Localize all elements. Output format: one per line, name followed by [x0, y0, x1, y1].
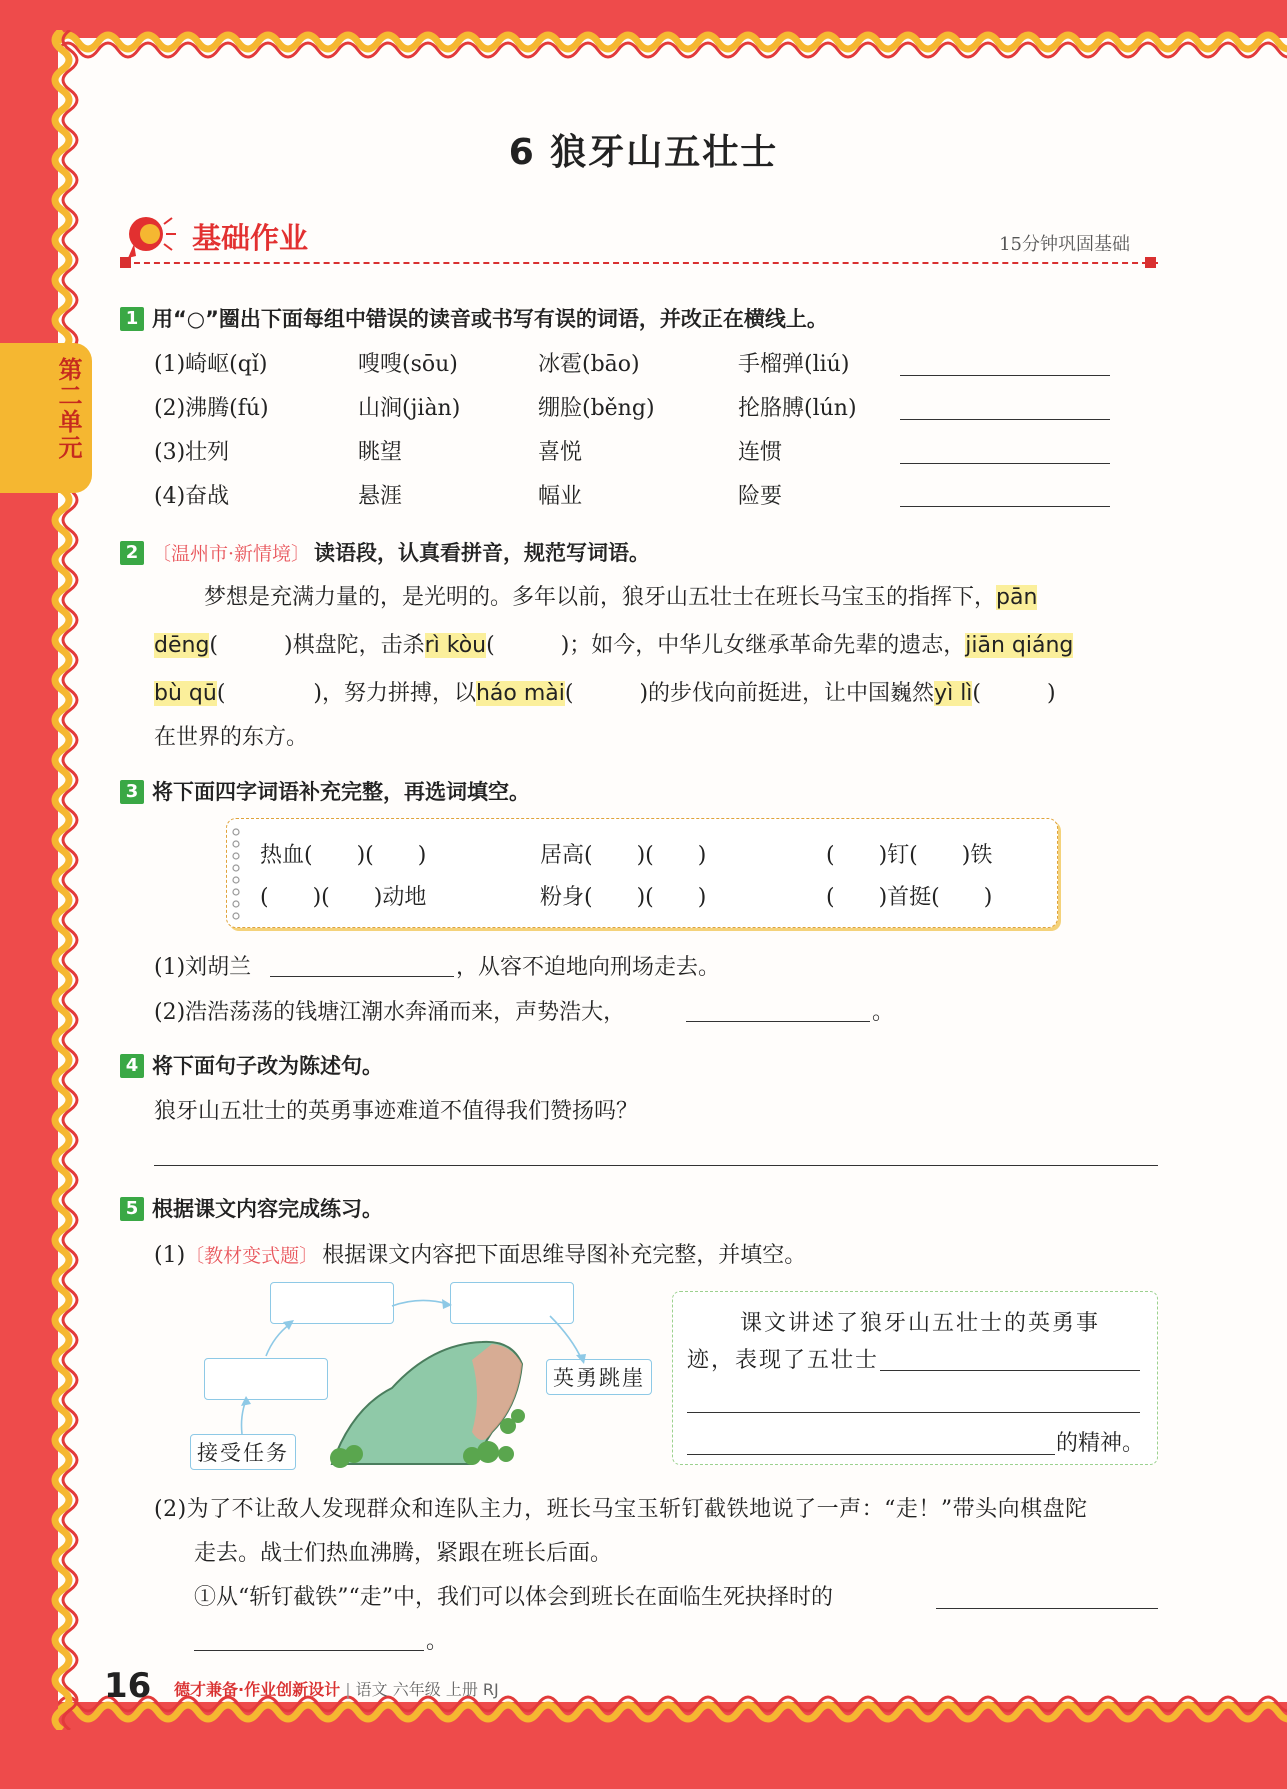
question-prompt: 将下面句子改为陈述句。 — [152, 1054, 383, 1078]
q1-item: 喜悦 — [538, 440, 583, 465]
answer-line[interactable] — [900, 375, 1110, 376]
answer-line[interactable] — [270, 976, 454, 977]
question-4 — [120, 1050, 383, 1080]
q3-sentence-2: (2)浩浩荡荡的钱塘江潮水奔涌而来，声势浩大， — [154, 1000, 626, 1025]
question-prompt: 读语段，认真看拼音，规范写词语。 — [314, 541, 651, 565]
q3-sentence-1: (1)刘胡兰 — [154, 955, 252, 980]
idiom-blank[interactable]: ( )钉( )铁 — [826, 843, 993, 868]
q1-item: 悬涯 — [358, 484, 403, 509]
answer-line[interactable] — [687, 1454, 1055, 1455]
q1-item: 冰雹(bāo) — [538, 352, 640, 377]
q2-line-3: bù qū( )，努力拼搏，以háo mài( )的步伐向前挺进，让中国巍然yì lì( ) — [154, 681, 1056, 706]
divider-end-left — [120, 257, 131, 268]
answer-line[interactable] — [154, 1165, 1158, 1166]
answer-line[interactable] — [687, 1412, 1140, 1413]
page-number: 16 — [104, 1666, 152, 1706]
summary-line-2: 迹，表现了五壮士 — [687, 1348, 880, 1373]
q1-item: 险要 — [738, 484, 783, 509]
question-prompt: 将下面四字词语补充完整，再选词填空。 — [152, 780, 530, 804]
pinyin: dēng — [154, 633, 210, 658]
q2-line-1: 梦想是充满力量的，是光明的。多年以前，狼牙山五壮士在班长马宝玉的指挥下，pān — [204, 585, 1038, 610]
page-title: 6 狼牙山五壮士 — [508, 132, 779, 173]
question-3 — [120, 776, 530, 806]
q1-item: (3)壮列 — [154, 440, 230, 465]
summary-line-3: 的精神。 — [1056, 1431, 1145, 1456]
answer-line[interactable] — [194, 1650, 424, 1651]
section-name: 基础作业 — [192, 221, 309, 255]
question-number: 2 — [120, 541, 144, 565]
idiom-blank[interactable]: 居高( )( ) — [540, 843, 707, 868]
q1-item: 手榴弹(liú) — [738, 352, 850, 377]
answer-line[interactable] — [900, 463, 1110, 464]
question-number: 5 — [120, 1197, 144, 1221]
question-tag: 〔教材变式题〕 — [185, 1245, 319, 1267]
question-1 — [120, 303, 828, 333]
pinyin: háo mài — [475, 681, 565, 706]
idiom-blank[interactable]: 热血( )( ) — [260, 843, 427, 868]
q4-sentence: 狼牙山五壮士的英勇事迹难道不值得我们赞扬吗？ — [154, 1099, 639, 1124]
question-number: 1 — [120, 307, 144, 331]
question-2 — [120, 537, 650, 567]
q1-item: 抡胳膊(lún) — [738, 396, 857, 421]
question-tag: 〔温州市·新情境〕 — [152, 543, 311, 565]
section-divider — [124, 262, 1158, 264]
q2-line-4: 在世界的东方。 — [154, 725, 309, 750]
footer-info: 语文 六年级 上册 RJ — [355, 1680, 499, 1699]
mountain-illustration — [322, 1336, 572, 1470]
idiom-box — [226, 818, 1058, 928]
q1-item: 绷脸(běng) — [538, 396, 655, 421]
q1-item: 幅业 — [538, 484, 583, 509]
idiom-blank[interactable]: ( )( )动地 — [260, 885, 427, 910]
section-subtitle: 15分钟巩固基础 — [999, 234, 1130, 255]
question-5 — [120, 1193, 383, 1223]
footer-brand: 德才兼备·作业创新设计 — [174, 1680, 341, 1699]
q3-sentence-2-end: 。 — [872, 1000, 895, 1025]
q1-item: 眺望 — [358, 440, 403, 465]
q5-part-2-line-2: 走去。战士们热血沸腾，紧跟在班长后面。 — [194, 1541, 613, 1566]
q5-part-2-sub-1: ①从“斩钉截铁”“走”中，我们可以体会到班长在面临生死抉择时的 — [194, 1585, 833, 1610]
pinyin: yì lì — [934, 681, 973, 706]
q1-item: 山涧(jiàn) — [358, 396, 461, 421]
q5-part-2-line-1: (2)为了不让敌人发现群众和连队主力，班长马宝玉斩钉截铁地说了一声：“走！”带头向棋盘陀 — [154, 1497, 1088, 1522]
q1-item: (2)沸腾(fú) — [154, 396, 269, 421]
section-header — [120, 210, 1160, 270]
question-number: 4 — [120, 1054, 144, 1078]
question-prompt: 根据课文内容完成练习。 — [152, 1197, 383, 1221]
mind-map-start: 接受任务 — [190, 1434, 296, 1470]
summary-line-1: 课文讲述了狼牙山五壮士的英勇事 — [740, 1311, 1101, 1336]
footer: 德才兼备·作业创新设计 | 语文 六年级 上册 RJ — [174, 1680, 499, 1699]
answer-line[interactable] — [880, 1370, 1140, 1371]
q1-item: 嗖嗖(sōu) — [358, 352, 458, 377]
q5-part-2-sub-1-end: 。 — [426, 1629, 449, 1654]
q5-part-1: (1)〔教材变式题〕 根据课文内容把下面思维导图补充完整，并填空。 — [154, 1243, 807, 1268]
q2-line-2: dēng( )棋盘陀，击杀rì kòu( )；如今，中华儿女继承革命先辈的遗志，jiān qiáng — [154, 633, 1074, 658]
pinyin: bù qū — [154, 681, 217, 706]
mind-map-end: 英勇跳崖 — [546, 1359, 652, 1395]
answer-line[interactable] — [936, 1608, 1158, 1609]
q1-item: (1)崎岖(qǐ) — [154, 352, 268, 377]
idiom-blank[interactable]: 粉身( )( ) — [540, 885, 707, 910]
idiom-blank[interactable]: ( )首挺( ) — [826, 885, 993, 910]
answer-line[interactable] — [900, 419, 1110, 420]
answer-line[interactable] — [686, 1021, 870, 1022]
notebook-rings — [227, 826, 245, 922]
q3-sentence-1-end: ，从容不迫地向刑场走去。 — [456, 955, 721, 980]
pinyin: jiān qiáng — [965, 633, 1074, 658]
unit-tab — [0, 343, 92, 493]
unit-tab-label: 第二单元 — [54, 357, 82, 461]
question-prompt: 用“○”圈出下面每组中错误的读音或书写有误的词语，并改正在横线上。 — [152, 307, 828, 331]
q1-item: (4)奋战 — [154, 484, 230, 509]
question-number: 3 — [120, 780, 144, 804]
pinyin: rì kòu — [424, 633, 487, 658]
answer-line[interactable] — [900, 506, 1110, 507]
q1-item: 连惯 — [738, 440, 783, 465]
pinyin: pān — [996, 585, 1038, 610]
divider-end-right — [1145, 257, 1156, 268]
